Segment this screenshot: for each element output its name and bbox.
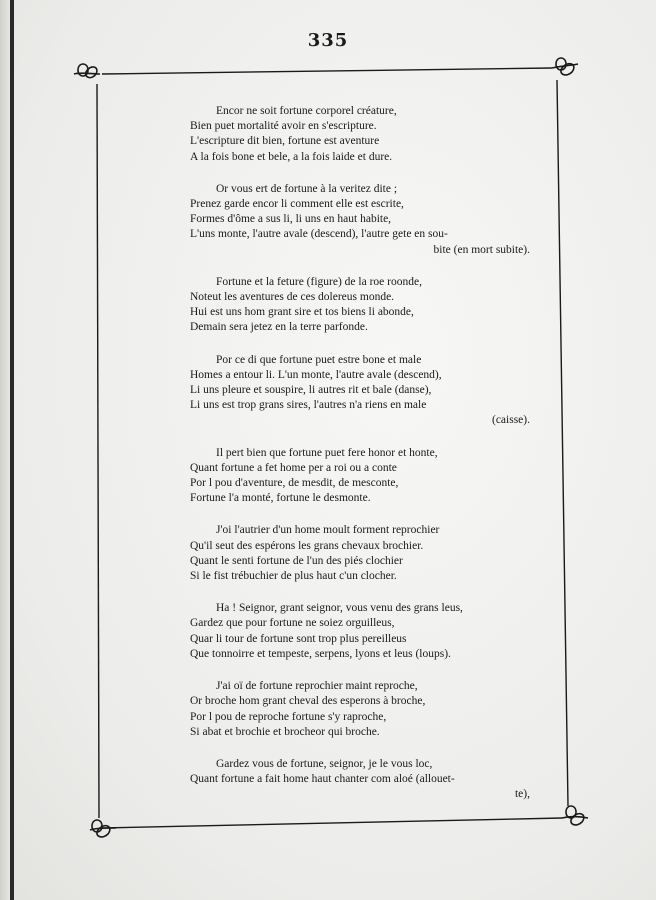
verse-line: L'escripture dit bien, fortune est aventure: [190, 135, 380, 148]
stanza: [190, 446, 530, 507]
stanza: [190, 104, 530, 165]
verse-line: Qu'il seut des espérons les grans chevaux brochier.: [190, 539, 424, 552]
top-right-fleuron-icon: [552, 58, 578, 75]
verse-line: Fortune et la feture (figure) de la roe roonde,: [216, 275, 422, 288]
verse-line: J'ai oï de fortune reprochier maint reproche,: [216, 680, 418, 693]
verse-line: Homes a entour li. L'un monte, l'autre avale (descend),: [190, 368, 442, 381]
verse-line: Gardez vous de fortune, seignor, je le vous loc,: [216, 757, 433, 770]
verse-line: Gardez que pour fortune ne soiez orguilleus,: [190, 617, 395, 630]
stanza: [190, 757, 530, 803]
verse-line: Quant fortune a fait home haut chanter com aloé (allouet-: [190, 773, 455, 786]
verse-line: Si le fist trébuchier de plus haut c'un clocher.: [190, 570, 397, 583]
verse-line: Bien puet mortalité avoir en s'escripture.: [190, 120, 377, 133]
verse-line: Quant fortune a fet home per a roi ou a conte: [190, 461, 397, 474]
verse-line: Encor ne soit fortune corporel créature,: [216, 105, 397, 117]
bottom-left-fleuron-icon: [90, 820, 116, 837]
bottom-right-fleuron-icon: [562, 806, 588, 825]
stanza: [190, 601, 530, 662]
verse-line: Or vous ert de fortune à la veritez dite ;: [216, 182, 398, 195]
verse-line: Il pert bien que fortune puet fere honor et honte,: [216, 446, 438, 459]
verse-line: L'uns monte, l'autre avale (descend), l'autre gete en sou-: [190, 228, 448, 241]
verse-line: Quar li tour de fortune sont trop plus pereilleus: [190, 632, 407, 645]
top-left-fleuron-icon: [74, 64, 100, 78]
verse-line: Quant le senti fortune de l'un des piés clochier: [190, 554, 403, 567]
verse-line-continuation: (caisse).: [492, 414, 530, 427]
verse-line: A la fois bone et bele, a la fois laide et dure.: [190, 150, 393, 163]
verse-line: Por l pou de reproche fortune s'y raproche,: [190, 710, 387, 723]
verse-line: Li uns pleure et souspire, li autres rit et bale (danse),: [190, 384, 432, 397]
verse-line: Hui est uns hom grant sire et tos biens li abonde,: [190, 306, 414, 319]
verse-line: Fortune l'a monté, fortune le desmonte.: [190, 492, 371, 505]
stanza: [190, 182, 530, 258]
stanza: [190, 275, 530, 336]
verse-line: Prenez garde encor li comment elle est escrite,: [190, 198, 404, 211]
poem-text: [190, 104, 530, 820]
page-number: 335: [307, 30, 349, 51]
verse-line: Noteut les aventures de ces dolereus monde.: [190, 291, 395, 304]
stanza: [190, 679, 530, 740]
verse-line: Ha ! Seignor, grant seignor, vous venu des grans leus,: [216, 602, 463, 615]
verse-line: J'oi l'autrier d'un home moult forment reprochier: [216, 524, 440, 537]
verse-line: Por l pou d'aventure, de mesdit, de mesconte,: [190, 477, 399, 490]
verse-line-continuation: te),: [514, 788, 530, 801]
verse-line: Li uns est trop grans sires, l'autres n'a riens en male: [190, 399, 427, 412]
verse-line: Formes d'ôme a sus li, li uns en haut habite,: [190, 213, 392, 226]
stanza: [190, 523, 530, 584]
verse-line: Si abat et brochie et brocheor qui broche.: [190, 725, 380, 738]
verse-line: Demain sera jetez en la terre parfonde.: [190, 321, 368, 334]
verse-line: Or broche hom grant cheval des esperons à broche,: [190, 695, 426, 708]
stanza: [190, 353, 530, 429]
verse-line: Que tonnoirre et tempeste, serpens, lyons et leus (loups).: [190, 647, 451, 660]
verse-line-continuation: bite (en mort subite).: [433, 243, 530, 256]
verse-line: Por ce di que fortune puet estre bone et male: [216, 353, 422, 366]
